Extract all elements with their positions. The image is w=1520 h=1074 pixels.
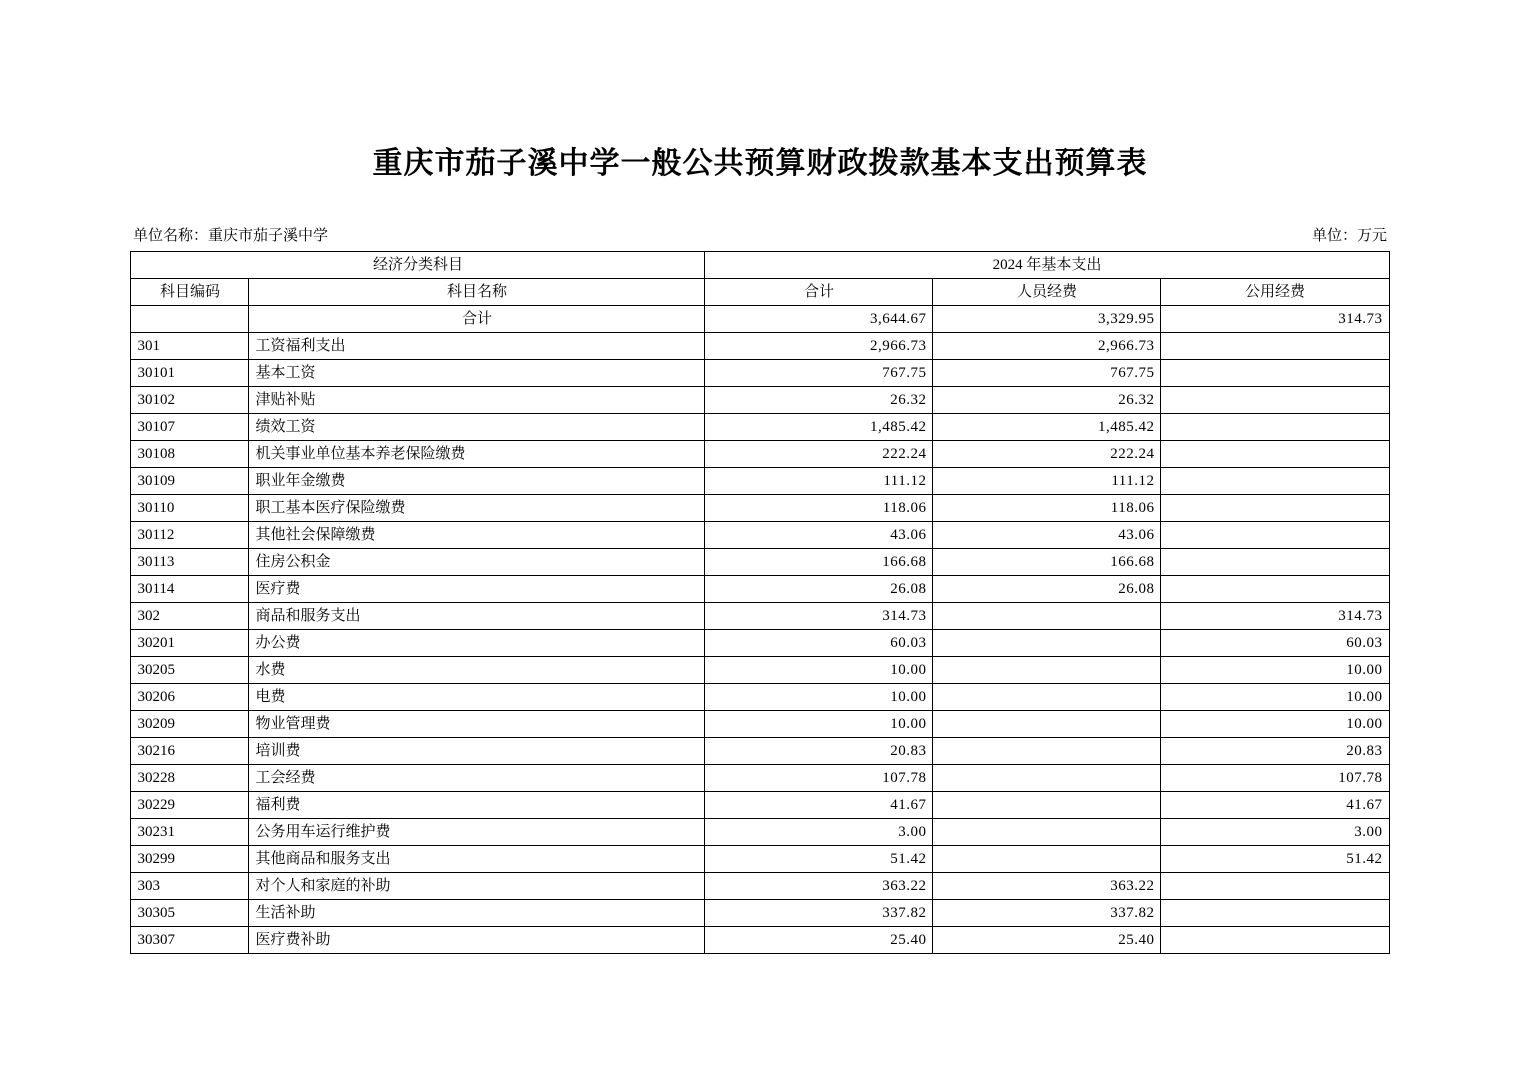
- cell-code: 30229: [131, 792, 249, 819]
- cell-public: 10.00: [1161, 684, 1389, 711]
- cell-total: 314.73: [705, 603, 933, 630]
- cell-personnel: 25.40: [933, 927, 1161, 954]
- table-row: [131, 927, 1389, 954]
- cell-code: 30228: [131, 765, 249, 792]
- table-row: [131, 306, 1389, 333]
- cell-total: 2,966.73: [705, 333, 933, 360]
- cell-name: 商品和服务支出: [249, 603, 705, 630]
- cell-total: 26.32: [705, 387, 933, 414]
- cell-total: 10.00: [705, 684, 933, 711]
- table-row: [131, 873, 1389, 900]
- cell-public: [1161, 576, 1389, 603]
- cell-personnel: [933, 603, 1161, 630]
- cell-public: 60.03: [1161, 630, 1389, 657]
- table-row: [131, 360, 1389, 387]
- cell-code: 30101: [131, 360, 249, 387]
- table-row: [131, 387, 1389, 414]
- cell-personnel: [933, 711, 1161, 738]
- cell-total: 118.06: [705, 495, 933, 522]
- unit-name-label: 单位名称：重庆市茄子溪中学: [133, 228, 329, 244]
- cell-public: [1161, 927, 1389, 954]
- cell-code: 30209: [131, 711, 249, 738]
- table-row: [131, 522, 1389, 549]
- cell-code: 30216: [131, 738, 249, 765]
- cell-code: [131, 306, 249, 333]
- cell-name: 基本工资: [249, 360, 705, 387]
- cell-public: [1161, 495, 1389, 522]
- cell-code: 30110: [131, 495, 249, 522]
- cell-total: 363.22: [705, 873, 933, 900]
- table-row: [131, 630, 1389, 657]
- column-header-public: 公用经费: [1161, 279, 1389, 306]
- table-row: [131, 819, 1389, 846]
- cell-public: 10.00: [1161, 711, 1389, 738]
- cell-public: [1161, 900, 1389, 927]
- cell-code: 30102: [131, 387, 249, 414]
- cell-total: 43.06: [705, 522, 933, 549]
- cell-total: 10.00: [705, 657, 933, 684]
- table-body: [131, 306, 1389, 954]
- cell-personnel: [933, 657, 1161, 684]
- cell-public: 10.00: [1161, 657, 1389, 684]
- cell-total: 222.24: [705, 441, 933, 468]
- table-row: [131, 414, 1389, 441]
- cell-name: 合计: [249, 306, 705, 333]
- cell-code: 301: [131, 333, 249, 360]
- cell-total: 25.40: [705, 927, 933, 954]
- cell-name: 生活补助: [249, 900, 705, 927]
- cell-total: 1,485.42: [705, 414, 933, 441]
- cell-name: 其他商品和服务支出: [249, 846, 705, 873]
- cell-code: 30112: [131, 522, 249, 549]
- cell-personnel: 363.22: [933, 873, 1161, 900]
- cell-personnel: [933, 819, 1161, 846]
- cell-public: 41.67: [1161, 792, 1389, 819]
- table-column-header-row: [131, 279, 1389, 306]
- table-row: [131, 738, 1389, 765]
- table-row: [131, 549, 1389, 576]
- cell-name: 住房公积金: [249, 549, 705, 576]
- cell-total: 3,644.67: [705, 306, 933, 333]
- cell-public: 3.00: [1161, 819, 1389, 846]
- cell-personnel: 26.08: [933, 576, 1161, 603]
- cell-personnel: 3,329.95: [933, 306, 1161, 333]
- cell-name: 水费: [249, 657, 705, 684]
- cell-code: 30114: [131, 576, 249, 603]
- cell-name: 津贴补贴: [249, 387, 705, 414]
- cell-personnel: [933, 846, 1161, 873]
- cell-code: 30231: [131, 819, 249, 846]
- cell-personnel: [933, 792, 1161, 819]
- cell-public: [1161, 360, 1389, 387]
- cell-personnel: 111.12: [933, 468, 1161, 495]
- cell-code: 30201: [131, 630, 249, 657]
- cell-code: 30107: [131, 414, 249, 441]
- cell-name: 物业管理费: [249, 711, 705, 738]
- table-row: [131, 711, 1389, 738]
- cell-code: 30299: [131, 846, 249, 873]
- column-header-personnel: 人员经费: [933, 279, 1161, 306]
- cell-total: 111.12: [705, 468, 933, 495]
- cell-personnel: 118.06: [933, 495, 1161, 522]
- cell-name: 其他社会保障缴费: [249, 522, 705, 549]
- table-row: [131, 846, 1389, 873]
- table-row: [131, 792, 1389, 819]
- table-group-header-row: [131, 252, 1389, 279]
- cell-code: 30113: [131, 549, 249, 576]
- group-header-basic-expenditure: 2024 年基本支出: [705, 252, 1389, 279]
- cell-code: 30305: [131, 900, 249, 927]
- table-row: [131, 441, 1389, 468]
- cell-total: 337.82: [705, 900, 933, 927]
- cell-personnel: [933, 684, 1161, 711]
- cell-name: 公务用车运行维护费: [249, 819, 705, 846]
- page-title: 重庆市茄子溪中学一般公共预算财政拨款基本支出预算表: [372, 147, 1148, 180]
- cell-code: 30205: [131, 657, 249, 684]
- cell-public: [1161, 387, 1389, 414]
- cell-name: 工会经费: [249, 765, 705, 792]
- cell-personnel: 337.82: [933, 900, 1161, 927]
- budget-table: [130, 251, 1389, 954]
- table-header: [131, 252, 1389, 306]
- cell-code: 30108: [131, 441, 249, 468]
- cell-personnel: [933, 630, 1161, 657]
- cell-code: 30109: [131, 468, 249, 495]
- table-row: [131, 900, 1389, 927]
- cell-name: 福利费: [249, 792, 705, 819]
- cell-total: 51.42: [705, 846, 933, 873]
- cell-personnel: 43.06: [933, 522, 1161, 549]
- cell-name: 机关事业单位基本养老保险缴费: [249, 441, 705, 468]
- cell-personnel: [933, 765, 1161, 792]
- table-row: [131, 576, 1389, 603]
- table-row: [131, 603, 1389, 630]
- cell-personnel: 26.32: [933, 387, 1161, 414]
- cell-name: 培训费: [249, 738, 705, 765]
- cell-personnel: 222.24: [933, 441, 1161, 468]
- cell-total: 166.68: [705, 549, 933, 576]
- cell-public: 51.42: [1161, 846, 1389, 873]
- group-header-economic-category: 经济分类科目: [131, 252, 705, 279]
- table-row: [131, 468, 1389, 495]
- cell-name: 医疗费: [249, 576, 705, 603]
- cell-name: 工资福利支出: [249, 333, 705, 360]
- cell-name: 办公费: [249, 630, 705, 657]
- cell-total: 41.67: [705, 792, 933, 819]
- cell-total: 60.03: [705, 630, 933, 657]
- column-header-name: 科目名称: [249, 279, 705, 306]
- table-row: [131, 657, 1389, 684]
- table-row: [131, 684, 1389, 711]
- cell-code: 30307: [131, 927, 249, 954]
- table-row: [131, 765, 1389, 792]
- cell-public: [1161, 873, 1389, 900]
- cell-public: [1161, 549, 1389, 576]
- cell-total: 20.83: [705, 738, 933, 765]
- column-header-code: 科目编码: [131, 279, 249, 306]
- unit-measure-label: 单位：万元: [1311, 228, 1387, 244]
- cell-total: 10.00: [705, 711, 933, 738]
- cell-total: 767.75: [705, 360, 933, 387]
- cell-personnel: 2,966.73: [933, 333, 1161, 360]
- cell-personnel: 166.68: [933, 549, 1161, 576]
- cell-personnel: [933, 738, 1161, 765]
- cell-public: [1161, 333, 1389, 360]
- cell-name: 绩效工资: [249, 414, 705, 441]
- cell-name: 医疗费补助: [249, 927, 705, 954]
- cell-name: 职工基本医疗保险缴费: [249, 495, 705, 522]
- table-row: [131, 495, 1389, 522]
- cell-total: 26.08: [705, 576, 933, 603]
- cell-code: 30206: [131, 684, 249, 711]
- cell-public: [1161, 468, 1389, 495]
- cell-public: [1161, 414, 1389, 441]
- cell-public: [1161, 522, 1389, 549]
- cell-personnel: 1,485.42: [933, 414, 1161, 441]
- cell-name: 对个人和家庭的补助: [249, 873, 705, 900]
- cell-public: 314.73: [1161, 603, 1389, 630]
- cell-public: [1161, 441, 1389, 468]
- cell-public: 107.78: [1161, 765, 1389, 792]
- cell-total: 3.00: [705, 819, 933, 846]
- document-meta: [131, 224, 1389, 245]
- cell-name: 职业年金缴费: [249, 468, 705, 495]
- cell-code: 303: [131, 873, 249, 900]
- cell-public: 20.83: [1161, 738, 1389, 765]
- cell-personnel: 767.75: [933, 360, 1161, 387]
- cell-public: 314.73: [1161, 306, 1389, 333]
- table-row: [131, 333, 1389, 360]
- cell-total: 107.78: [705, 765, 933, 792]
- column-header-total: 合计: [705, 279, 933, 306]
- cell-code: 302: [131, 603, 249, 630]
- cell-name: 电费: [249, 684, 705, 711]
